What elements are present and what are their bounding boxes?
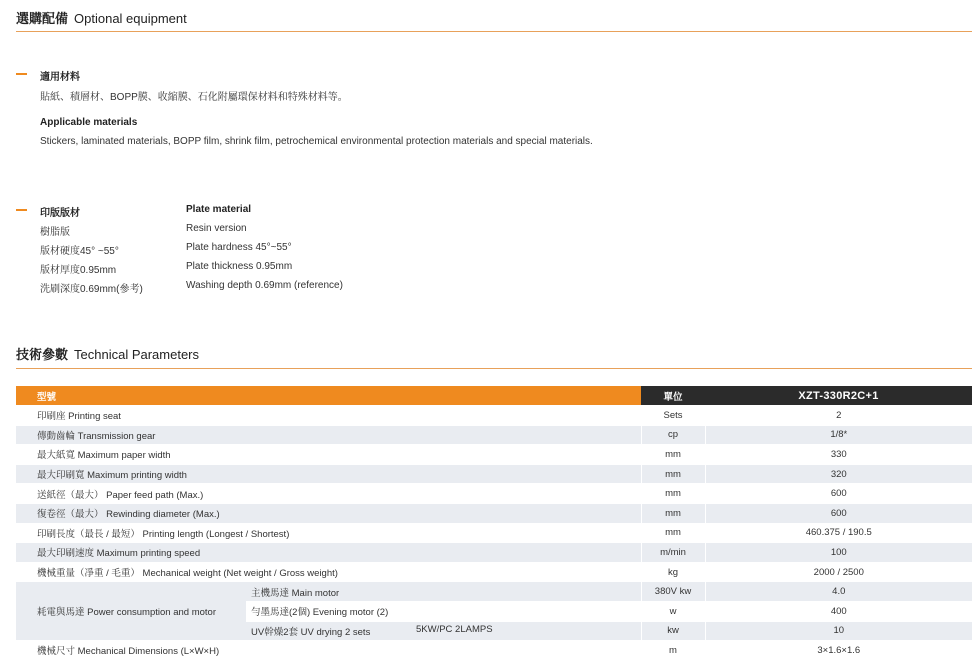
param-name: 最大印刷寬 Maximum printing width bbox=[16, 464, 641, 484]
param-value: 1/8* bbox=[705, 425, 972, 445]
param-name: 傳動齒輪 Transmission gear bbox=[16, 425, 641, 445]
table-row bbox=[16, 406, 972, 426]
param-unit: kw bbox=[641, 621, 705, 641]
materials-text-en: Stickers, laminated materials, BOPP film, shrink film, petrochemical environmental protection materials and special materials. bbox=[40, 136, 593, 147]
param-unit: cp bbox=[641, 425, 705, 445]
table-row bbox=[16, 484, 972, 504]
param-value: 320 bbox=[705, 464, 972, 484]
bullet-dash bbox=[16, 209, 27, 211]
param-unit: m bbox=[641, 641, 705, 661]
table-row bbox=[16, 464, 972, 484]
param-name: 最大紙寬 Maximum paper width bbox=[16, 445, 641, 465]
plate-row-en: Washing depth 0.69mm (reference) bbox=[186, 280, 343, 291]
plate-row-zh: 版材厚度0.95mm bbox=[40, 265, 117, 276]
param-value: 2 bbox=[705, 406, 972, 426]
param-value: 600 bbox=[705, 503, 972, 523]
param-unit: 380V kw bbox=[641, 582, 705, 602]
materials-heading-en: Applicable materials bbox=[40, 117, 138, 128]
plate-row-zh: 洗刷深度0.69mm(參考) bbox=[40, 284, 143, 295]
plate-row-zh: 版材硬度45° ~55° bbox=[40, 246, 119, 257]
param-name: 印刷長度（最長 / 最短） Printing length (Longest / Shortest) bbox=[16, 523, 641, 543]
table-row bbox=[16, 445, 972, 465]
plate-row-en: Plate thickness 0.95mm bbox=[186, 261, 293, 272]
sub-param-cell bbox=[246, 621, 641, 641]
param-value: 4.0 bbox=[705, 582, 972, 602]
param-name: 機械重量（凈重 / 毛重） Mechanical weight (Net weight / Gross weight) bbox=[16, 562, 641, 582]
materials-heading-zh: 適用材料 bbox=[40, 72, 80, 83]
param-value: 3×1.6×1.6 bbox=[705, 641, 972, 661]
param-name: 復卷徑（最大） Rewinding diameter (Max.) bbox=[16, 503, 641, 523]
param-value: 600 bbox=[705, 484, 972, 504]
header-model: 型號 bbox=[16, 386, 641, 406]
section-divider bbox=[16, 368, 972, 369]
parameters-table bbox=[16, 386, 972, 661]
param-name: 機械尺寸 Mechanical Dimensions (L×W×H) bbox=[16, 641, 641, 661]
param-unit: kg bbox=[641, 562, 705, 582]
param-unit: mm bbox=[641, 445, 705, 465]
param-value: 400 bbox=[705, 601, 972, 621]
table-header-row bbox=[16, 386, 972, 406]
param-name-power: 耗電與馬達 Power consumption and motor bbox=[16, 582, 246, 641]
plate-heading-zh: 印版版材 bbox=[40, 208, 80, 219]
param-name: 最大印刷速度 Maximum printing speed bbox=[16, 543, 641, 563]
param-name: 送紙徑（最大） Paper feed path (Max.) bbox=[16, 484, 641, 504]
optional-title-en: Optional equipment bbox=[74, 11, 187, 26]
param-unit: mm bbox=[641, 523, 705, 543]
sub-param-name: 勻墨馬達(2個) Evening motor (2) bbox=[246, 601, 641, 621]
plate-row-zh: 樹脂版 bbox=[40, 227, 70, 238]
materials-text-zh: 貼紙、積層材、BOPP膜、收縮膜、石化附屬環保材料和特殊材料等。 bbox=[40, 92, 348, 103]
plate-heading-en: Plate material bbox=[186, 204, 252, 215]
optional-title-zh: 選購配備 bbox=[16, 11, 69, 26]
param-value: 330 bbox=[705, 445, 972, 465]
param-unit: mm bbox=[641, 464, 705, 484]
technical-parameters-title bbox=[16, 344, 199, 363]
header-unit: 單位 bbox=[641, 386, 705, 406]
bullet-dash bbox=[16, 73, 27, 75]
param-unit: mm bbox=[641, 503, 705, 523]
table-row bbox=[16, 562, 972, 582]
table-row bbox=[16, 425, 972, 445]
table-row bbox=[16, 523, 972, 543]
table-row bbox=[16, 503, 972, 523]
param-value: 10 bbox=[705, 621, 972, 641]
param-value: 100 bbox=[705, 543, 972, 563]
header-model-value: XZT-330R2C+1 bbox=[705, 386, 972, 406]
param-unit: w bbox=[641, 601, 705, 621]
param-value: 460.375 / 190.5 bbox=[705, 523, 972, 543]
table-row bbox=[16, 641, 972, 661]
technical-title-en: Technical Parameters bbox=[74, 347, 200, 362]
optional-equipment-title bbox=[16, 8, 187, 27]
table-row bbox=[16, 582, 972, 602]
plate-row-en: Resin version bbox=[186, 223, 247, 234]
param-unit: m/min bbox=[641, 543, 705, 563]
section-divider bbox=[16, 31, 972, 32]
param-name: 印刷座 Printing seat bbox=[16, 406, 641, 426]
sub-param-name: UV幹燥2套 UV drying 2 sets bbox=[251, 626, 371, 638]
technical-title-zh: 技術參數 bbox=[16, 347, 69, 362]
param-unit: Sets bbox=[641, 406, 705, 426]
table-row bbox=[16, 543, 972, 563]
plate-row-en: Plate hardness 45°~55° bbox=[186, 242, 292, 253]
param-unit: mm bbox=[641, 484, 705, 504]
sub-param-name: 主機馬達 Main motor bbox=[246, 582, 641, 602]
param-value: 2000 / 2500 bbox=[705, 562, 972, 582]
sub-param-extra: 5KW/PC 2LAMPS bbox=[416, 623, 493, 635]
